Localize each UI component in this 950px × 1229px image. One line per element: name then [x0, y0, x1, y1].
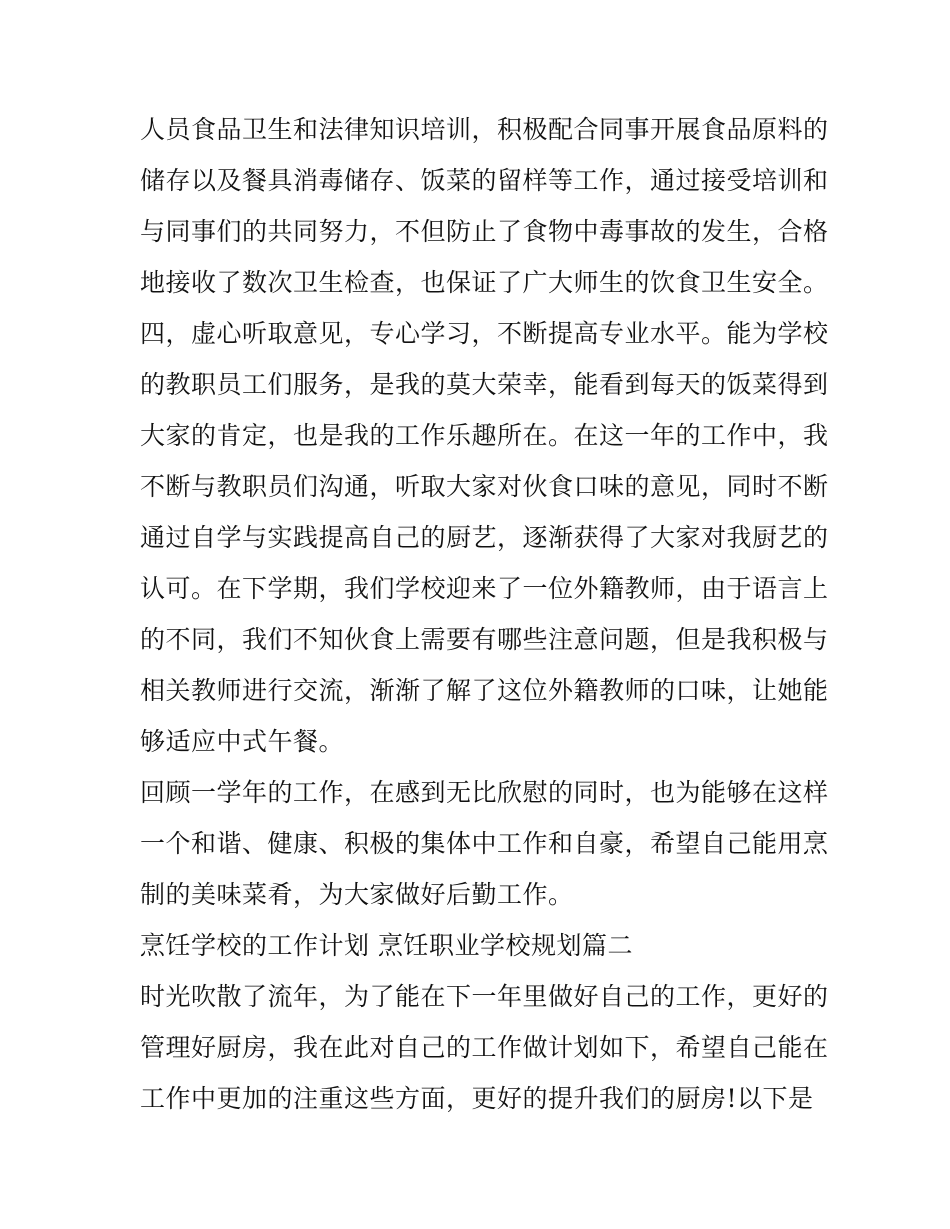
text-line: 的不同，我们不知伙食上需要有哪些注意问题，但是我积极与	[140, 625, 829, 654]
text-line: 够适应中式午餐。	[140, 727, 345, 756]
document-body	[140, 104, 829, 1124]
text-line: 与同事们的共同努力，不但防止了食物中毒事故的发生，合格	[140, 217, 829, 246]
text-line: 工作中更加的注重这些方面，更好的提升我们的厨房!以下是	[140, 1084, 814, 1113]
text-line: 四，虚心听取意见，专心学习，不断提高专业水平。能为学校	[140, 319, 829, 348]
section-heading: 烹饪学校的工作计划 烹饪职业学校规划篇二	[140, 931, 633, 960]
text-line: 制的美味菜肴，为大家做好后勤工作。	[140, 880, 574, 909]
text-line: 一个和谐、健康、积极的集体中工作和自豪，希望自己能用烹	[140, 829, 829, 858]
text-line: 回顾一学年的工作，在感到无比欣慰的同时，也为能够在这样	[140, 778, 829, 807]
text-line: 人员食品卫生和法律知识培训，积极配合同事开展食品原料的	[140, 115, 829, 144]
text-line: 通过自学与实践提高自己的厨艺，逐渐获得了大家对我厨艺的	[140, 523, 829, 552]
text-line: 管理好厨房，我在此对自己的工作做计划如下，希望自己能在	[140, 1033, 829, 1062]
text-line: 时光吹散了流年，为了能在下一年里做好自己的工作，更好的	[140, 982, 829, 1011]
text-line: 认可。在下学期，我们学校迎来了一位外籍教师，由于语言上	[140, 574, 829, 603]
text-line: 大家的肯定，也是我的工作乐趣所在。在这一年的工作中，我	[140, 421, 829, 450]
text-line: 相关教师进行交流，渐渐了解了这位外籍教师的口味，让她能	[140, 676, 829, 705]
text-line: 储存以及餐具消毒储存、饭菜的留样等工作，通过接受培训和	[140, 166, 829, 195]
text-line: 的教职员工们服务，是我的莫大荣幸，能看到每天的饭菜得到	[140, 370, 829, 399]
text-line: 地接收了数次卫生检查，也保证了广大师生的饮食卫生安全。	[140, 268, 829, 297]
text-line: 不断与教职员们沟通，听取大家对伙食口味的意见，同时不断	[140, 472, 829, 501]
